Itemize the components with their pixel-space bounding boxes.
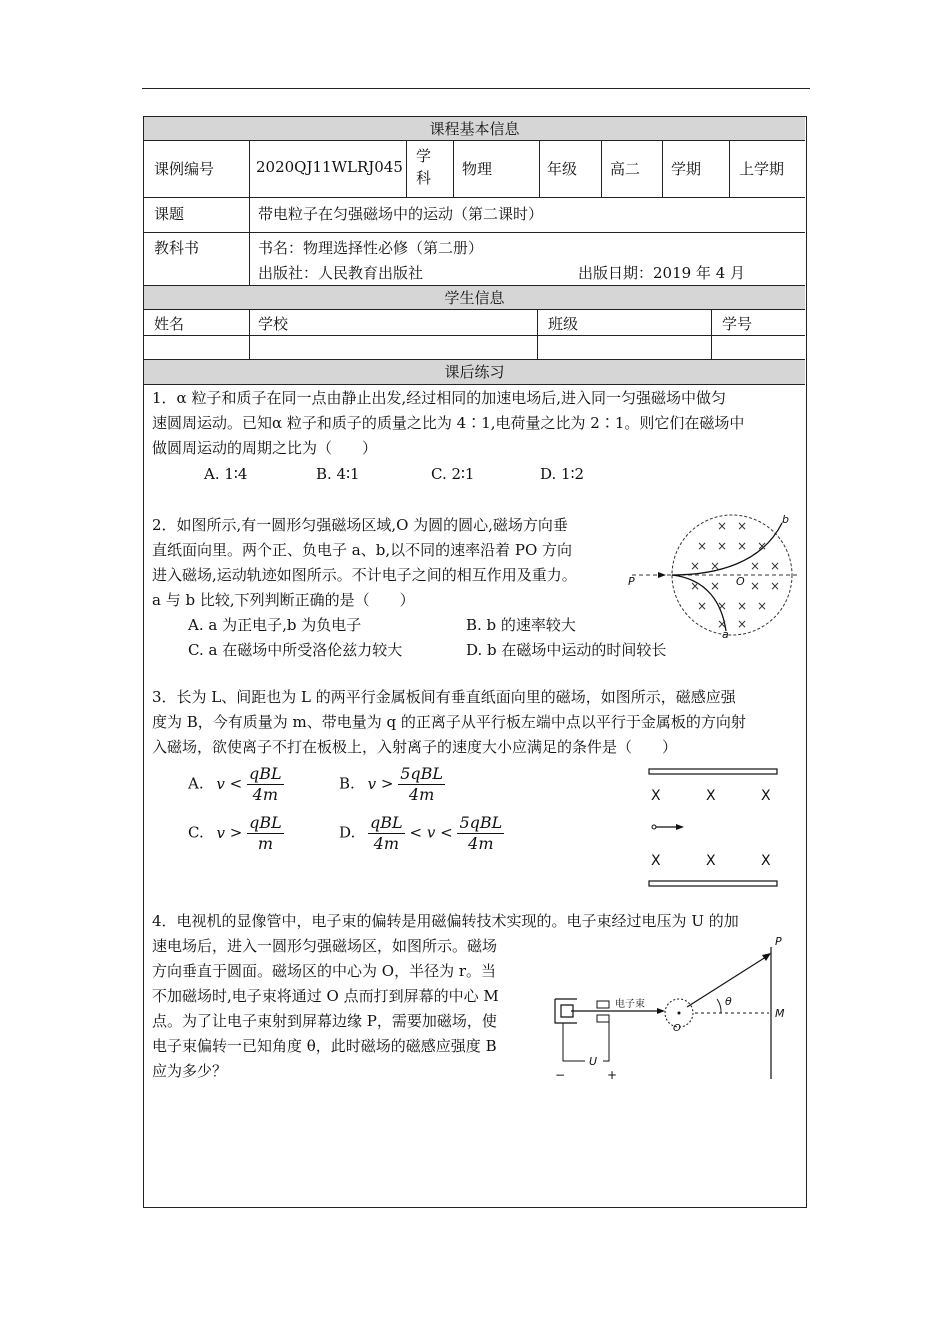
q4-label-m: M [775, 1007, 785, 1020]
q3-num: qBL [370, 813, 403, 832]
q2-label-a: a [722, 628, 729, 639]
q4-label-minus: − [555, 1068, 566, 1081]
q3-option-c[interactable] [188, 813, 284, 854]
topic-label: 课题 [154, 205, 185, 223]
term-value: 上学期 [739, 160, 785, 178]
q2-option-a[interactable]: A. a 为正电子,b 为负电子 [188, 616, 362, 634]
q3-v: v [426, 823, 436, 842]
question-1 [152, 386, 802, 461]
question-2 [152, 513, 632, 613]
q2-cross: × [750, 579, 761, 593]
q3-line-1: 3．长为 L、间距也为 L 的两平行金属板间有垂直纸面向里的磁场，如图所示，磁感应强 [152, 688, 736, 706]
q3-option-a[interactable] [188, 764, 284, 805]
q1-option-b[interactable]: B. 4∶1 [316, 465, 360, 483]
q4-label-theta: θ [725, 995, 732, 1008]
q3-lt: < [229, 774, 243, 793]
q2-option-d[interactable]: D. b 在磁场中运动的时间较长 [466, 641, 667, 659]
q2-cross: × [757, 599, 768, 613]
q3-option-a-label: A. [188, 774, 204, 793]
q4-line-6: 电子束偏转一已知角度 θ，此时磁场的磁感应强度 B [152, 1037, 497, 1055]
student-name-field[interactable] [250, 336, 536, 358]
q2-cross: × [717, 617, 728, 631]
q3-option-d[interactable] [339, 813, 504, 854]
q2-cross: × [737, 599, 748, 613]
student-school-label: 学校 [258, 315, 289, 333]
q2-cross: × [697, 599, 708, 613]
q3-v: v [216, 774, 225, 793]
textbook-label: 教科书 [154, 239, 200, 257]
q1-line-2: 速圆周运动。已知α 粒子和质子的质量之比为 4∶1,电荷量之比为 2∶1。则它们在磁场中 [152, 414, 745, 432]
q3-den: 4m [252, 785, 278, 804]
q2-cross: × [737, 519, 748, 533]
question-4-body [152, 934, 552, 1084]
q3-line-3: 入磁场，欲使离子不打在板极上，入射离子的速度大小应满足的条件是（ ） [152, 738, 678, 756]
q4-circuit-right [603, 1022, 609, 1061]
subject-label: 学科 [416, 147, 432, 187]
q3-num: qBL [249, 764, 282, 783]
subject-value: 物理 [462, 160, 493, 178]
q3-field-x: X [706, 853, 716, 869]
q4-line-2: 速电场后，进入一圆形匀强磁场区，如图所示。磁场 [152, 937, 498, 955]
q2-option-c[interactable]: C. a 在磁场中所受洛伦兹力较大 [188, 641, 403, 659]
q3-top-plate [649, 769, 777, 774]
q3-v: v [367, 774, 377, 793]
q3-ion [652, 825, 656, 829]
q2-option-b[interactable]: B. b 的速率较大 [466, 616, 576, 634]
q4-label-u: U [589, 1055, 598, 1068]
q1-option-c[interactable]: C. 2∶1 [431, 465, 475, 483]
q4-label-o: O [673, 1023, 681, 1034]
student-number-label: 学号 [722, 315, 753, 333]
q2-label-p: P [628, 575, 635, 588]
section-header-course-info: 课程基本信息 [144, 117, 805, 141]
term-label: 学期 [671, 160, 702, 178]
q2-line-4: a 与 b 比较,下列判断正确的是（ ） [152, 591, 415, 609]
q2-cross: × [717, 519, 728, 533]
q1-option-a[interactable]: A. 1∶4 [204, 465, 248, 483]
q3-bottom-plate [649, 881, 777, 886]
q3-lt: < [409, 823, 423, 842]
book-name: 书名：物理选择性必修（第二册） [258, 239, 484, 257]
q4-line-5: 点。为了让电子束射到屏幕边缘 P，需要加磁场，使 [152, 1012, 497, 1030]
q3-den: 4m [408, 785, 435, 804]
q4-arrow-icon [657, 1008, 665, 1014]
publish-date: 出版日期：2019 年 4 月 [578, 264, 746, 282]
q3-gt: > [380, 774, 394, 793]
q3-v: v [216, 823, 225, 842]
q2-cross: × [770, 579, 781, 593]
q4-center-dot [678, 1012, 681, 1015]
q1-option-d[interactable]: D. 1∶2 [540, 465, 585, 483]
q4-beam-label: 电子束 [615, 999, 645, 1010]
q2-cross: × [750, 559, 761, 573]
q3-line-2: 度为 B，今有质量为 m、带电量为 q 的正离子从平行板左端中点以平行于金属板的方向射 [152, 713, 746, 731]
q4-crt-figure [549, 929, 789, 1081]
q2-cross: × [737, 539, 748, 553]
student-name-label: 姓名 [154, 315, 185, 333]
q3-num: qBL [249, 813, 282, 832]
q4-anode-top [597, 1001, 609, 1008]
q3-num: 5qBL [400, 764, 444, 783]
q2-label-b: b [782, 513, 789, 526]
q1-line-3: 做圆周运动的周期之比为（ ） [152, 439, 378, 457]
q2-cross: × [690, 579, 701, 593]
publisher: 出版社：人民教育出版社 [258, 264, 424, 282]
q3-field-x: X [761, 788, 771, 804]
q2-cross: × [770, 559, 781, 573]
q3-num: 5qBL [459, 813, 503, 832]
q2-line-2: 直纸面向里。两个正、负电子 a、b,以不同的速率沿着 PO 方向 [152, 541, 573, 559]
q4-line-4: 不加磁场时,电子束将通过 O 点而打到屏幕的中心 M [152, 987, 499, 1005]
q4-anode-bottom [597, 1015, 609, 1022]
q2-cross: × [690, 559, 701, 573]
q3-den: m [257, 834, 274, 853]
q2-label-o: O [736, 575, 745, 588]
q3-gt: > [229, 823, 243, 842]
worksheet-table [143, 116, 807, 1208]
topic-value: 带电粒子在匀强磁场中的运动（第二课时） [258, 205, 544, 223]
q3-lt: < [440, 823, 453, 842]
q4-line-1: 4．电视机的显像管中，电子束的偏转是用磁偏转技术实现的。电子束经过电压为 U 的加 [152, 912, 739, 930]
q2-cross: × [757, 539, 768, 553]
q4-label-p: P [775, 935, 782, 948]
page-top-rule [142, 88, 810, 89]
q4-circuit-left [563, 1023, 585, 1061]
q2-line-3: 进入磁场,运动轨迹如图所示。不计电子之间的相互作用及重力。 [152, 566, 577, 584]
q2-magnetic-field-figure [622, 513, 804, 639]
grade-value: 高二 [610, 160, 641, 178]
q2-cross: × [697, 539, 708, 553]
section-header-student-info: 学生信息 [144, 286, 805, 310]
q3-field-x: X [651, 788, 661, 804]
course-id-value: 2020QJ11WLRJ045 [256, 158, 403, 176]
q3-field-x: X [651, 853, 661, 869]
q3-den: 4m [373, 834, 400, 853]
q3-option-c-label: C. [188, 823, 204, 842]
course-id-label: 课例编号 [154, 160, 215, 178]
q2-line-1: 2．如图所示,有一圆形匀强磁场区域,O 为圆的圆心,磁场方向垂 [152, 516, 568, 534]
q2-cross: × [717, 539, 728, 553]
q3-parallel-plates-figure [644, 767, 784, 892]
q1-line-1: 1．α 粒子和质子在同一点由静止出发,经过相同的加速电场后,进入同一匀强磁场中做匀 [152, 389, 726, 407]
q2-arrow-icon [658, 572, 666, 578]
student-class-label: 班级 [548, 315, 579, 333]
q3-option-b[interactable] [339, 764, 445, 805]
q3-field-x: X [706, 788, 716, 804]
grade-label: 年级 [547, 160, 578, 178]
q3-option-b-label: B. [339, 774, 355, 793]
q3-den: 4m [468, 834, 494, 853]
q2-cross: × [710, 559, 721, 573]
q4-line-3: 方向垂直于圆面。磁场区的中心为 O，半径为 r。当 [152, 962, 497, 980]
q3-option-d-label: D. [339, 823, 356, 842]
q3-arrow-icon [676, 824, 684, 830]
q4-line-7: 应为多少？ [152, 1062, 228, 1080]
q4-label-plus: + [607, 1068, 618, 1081]
q2-cross: × [737, 617, 748, 631]
section-header-exercises: 课后练习 [144, 360, 805, 385]
q2-cross: × [710, 579, 721, 593]
q3-field-x: X [761, 853, 771, 869]
q4-angle-arc [717, 999, 721, 1013]
question-3 [152, 685, 802, 760]
q2-cross: × [717, 599, 728, 613]
